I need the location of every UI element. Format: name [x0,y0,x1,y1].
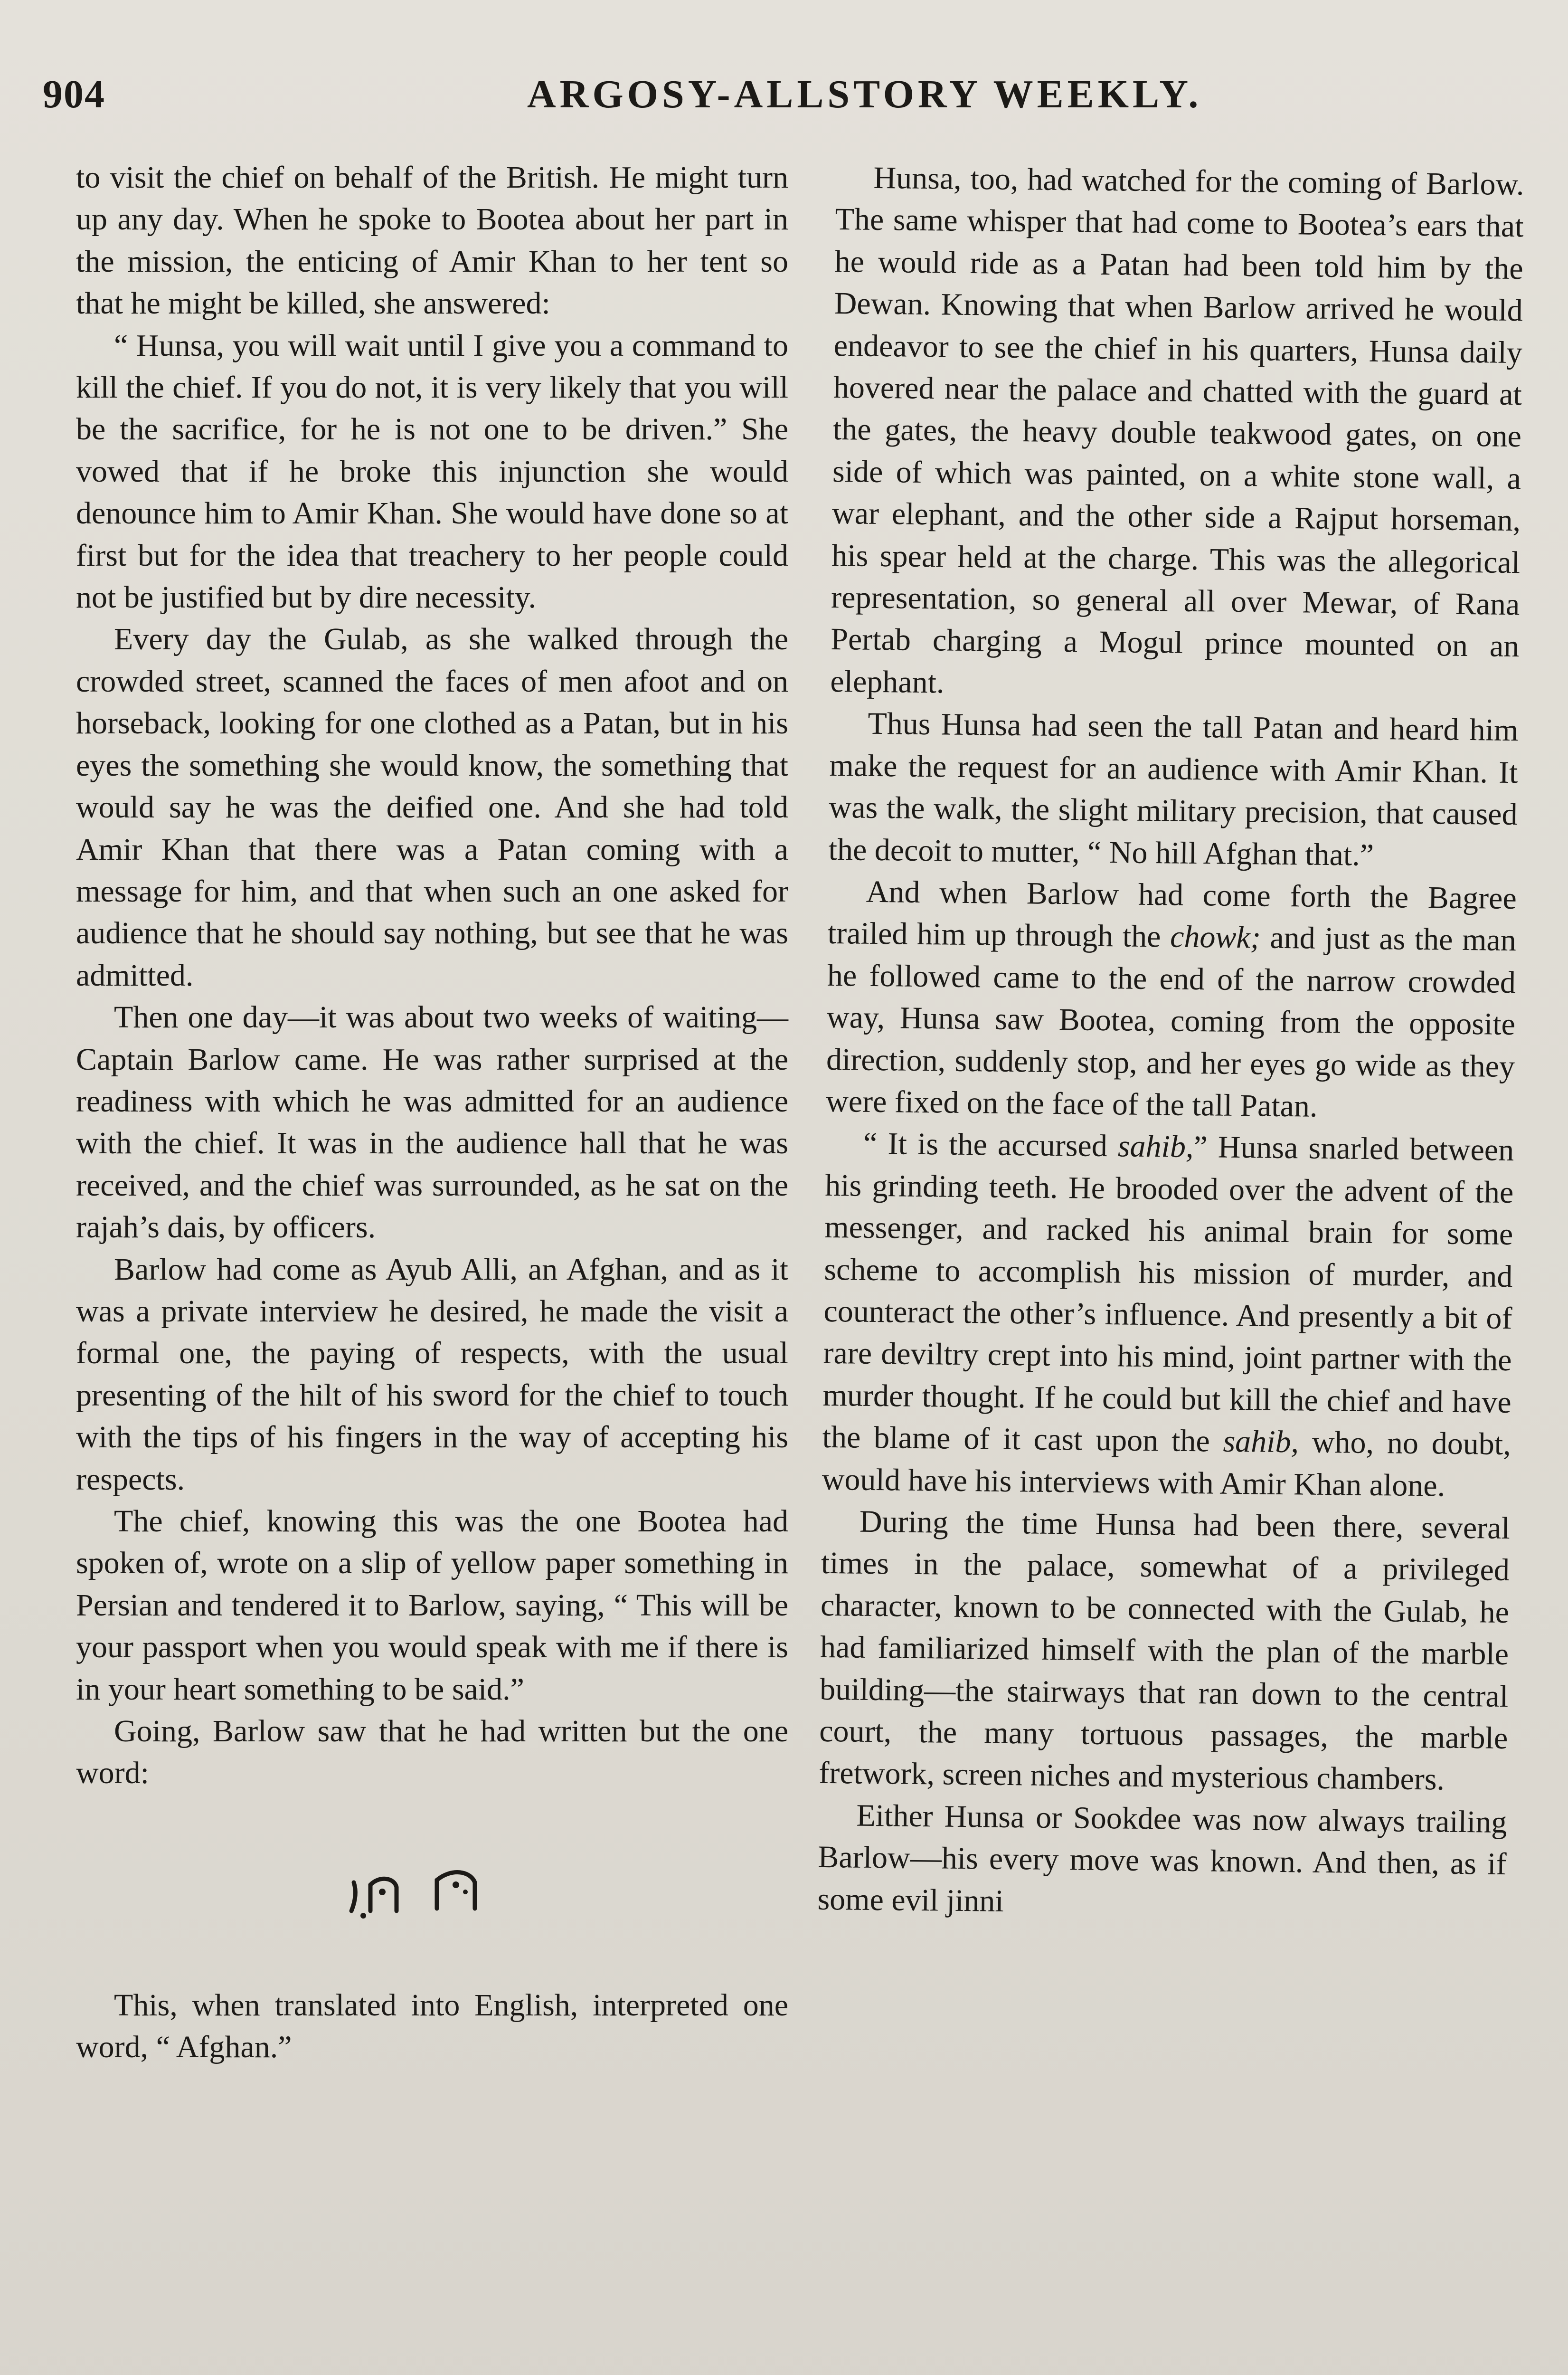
italic-word: sahib, [1117,1129,1194,1165]
left-column [76,157,788,2069]
text-span: who, no doubt, would have his interviews with Amir Khan alone. [822,1425,1511,1503]
page-number: 904 [43,72,105,116]
paragraph: Going, Barlow saw that he had written but the one word: [76,1714,788,1791]
italic-word: chowk; [1170,919,1261,955]
paragraph: Then one day—it was about two weeks of waiting—Captain Barlow came. He was rather surprised at the readiness with which he was admitted for an audience with the chief. It was in the audience hall that he was received, and the chief was surrounded, as he sat on the rajah’s dais, by officers. [76,1000,788,1245]
paragraph: Thus Hunsa had seen the tall Patan and heard him make the request for an audience with Amir Khan. It was the walk, the slight military precision, that caused the decoit to mutter, “ No hill Afghan that.” [828,706,1519,873]
persian-word-image [342,1866,513,1923]
paragraph: This, when translated into English, interpreted one word, “ Afghan.” [76,1987,788,2065]
paragraph [826,871,1517,1130]
paragraph: Barlow had come as Ayub Alli, an Afghan, and as it was a private interview he desired, he made the visit a formal one, the paying of respects, with the usual presenting of the hilt of his sword for the chief to touch with the tips of his fingers in the way of accepting his respects. [76,1252,788,1497]
paragraph [822,1122,1514,1508]
paragraph: Every day the Gulab, as she walked through the crowded street, scanned the faces of men afoot and on horseback, looking for one clothed as a Patan, but in his eyes the something she would know, the something that would say he was the deified one. And she had told Amir Khan that there was a Patan coming with a message for him, and that when such an one asked for audience that he should say nothing, but see that he was admitted. [76,622,788,993]
page-header [43,71,1534,138]
text-span: “ It is the accursed [863,1126,1118,1164]
right-column [817,157,1524,1928]
paragraph: “ Hunsa, you will wait until I give you a command to kill the chief. If you do not, it is very likely that you will be the sacrifice, for he is not one to be driven.” She vowed that if he broke this injunction she would denounce him to Amir Khan. She would have done so at first but for the idea that treachery to her people could not be justified but by dire necessity. [76,328,788,615]
paragraph: Either Hunsa or Sookdee was now always trailing Barlow—his every move was known. And then, as if some evil jinni [817,1798,1507,1919]
paragraph: to visit the chief on behalf of the British. He might turn up any day. When he spoke to Bootea about her part in the mission, the enticing of Amir Khan to her tent so that he might be killed, she answered: [76,160,788,321]
text-span: and just as the man he followed came to the end of the narrow crowded way, Hunsa saw Bootea, coming from the opposite direction, suddenly stop, and her eyes go wide as they were fixed on the face of the tall Patan. [825,920,1517,1124]
paragraph: The chief, knowing this was the one Bootea had spoken of, wrote on a slip of yellow paper something in Persian and tendered it to Barlow, saying, “ This will be your passport when you would speak with me if there is in your heart something to be said.” [76,1504,788,1707]
text-span: And when Barlow had come forth the Bagree trailed him up through the [827,874,1517,954]
running-title: ARGOSY-ALLSTORY WEEKLY. [527,72,1202,116]
italic-word: sahib, [1223,1424,1299,1460]
text-span: ” Hunsa snarled between his grinding teeth. He brooded over the advent of the messenger, and racked his animal brain for some scheme to accomplish his mission of murder, and counteract the other’s influence. And presently a bit of rare deviltry crept into his mind, joint partner with the murder thought. If he could but kill the chief and have the blame of it cast upon the [822,1130,1514,1459]
paragraph: During the time Hunsa had been there, several times in the palace, somewhat of a privileged character, known to be connected with the Gulab, he had familiarized himself with the plan of the marble building—the stairways that ran down to the central court, the many tortuous passages, the marble fretwork, screen niches and mysterious chambers. [818,1504,1511,1797]
paragraph: Hunsa, too, had watched for the coming of Barlow. The same whisper that had come to Bootea’s ears that he would ride as a Patan had been told him by the Dewan. Knowing that when Barlow arrived he would endeavor to see the chief in his quarters, Hunsa daily hovered near the palace and chatted with the guard at the gates, the heavy double teakwood gates, on one side of which was painted, on a white stone wall, a war elephant, and the other side a Rajput horseman, his spear held at the charge. This was the allegorical representation, so general all over Mewar, of Rana Pertab charging a Mogul prince mounted on an elephant. [830,160,1524,700]
